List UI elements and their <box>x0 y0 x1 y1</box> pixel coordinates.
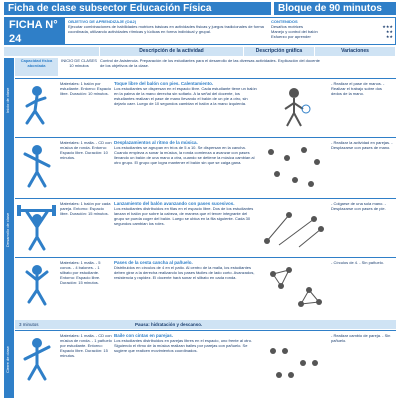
dancer-icon <box>15 140 58 200</box>
side-label-inicio: Inicio de clase <box>5 87 10 113</box>
weightlifter-icon <box>15 201 58 256</box>
materials: Materiales: 1 malla. - CD con música de ronda. - 1 pañuelo por estudiante. Entorno: Espacio libre. Duración: 15 minutos. <box>60 333 112 358</box>
block-duration: Bloque de 90 minutos <box>274 2 396 15</box>
activity-graphic <box>259 140 329 200</box>
jumper-icon <box>15 260 58 320</box>
materials: Materiales: 1 balón por estudiante. Entorno: Espacio libre. Duración: 10 minutos. <box>60 81 112 96</box>
materials: Materiales: 1 malla. - CD con música de ronda. Entorno: Espacio libre. Duración: 10 minutos. <box>60 140 112 160</box>
activity-text: Los estudiantes distribuidos en filas en el espacio libre. Dos de los estudiantes lanzan el balón por sobre la cabeza, de manera que el tercer integrante del grupo se pueda coger del balón. Luego se ubica en la fila siguiente. Cada 30 segundos cambian los roles. <box>114 206 254 226</box>
star-icon: ★★★ <box>382 24 393 29</box>
runner-icon <box>15 81 58 136</box>
variants: - Círculos de 4. - Sin pañuelo. <box>331 260 384 265</box>
activity-description <box>114 140 257 165</box>
activity-graphic <box>259 333 329 393</box>
activity-graphic <box>259 260 329 320</box>
variants: - Realizar cambio de pareja. - Sin pañuelo. <box>331 333 391 343</box>
objective-text: Ejecutar combinaciones de habilidades motrices básicas en actividades físicas y juegos tradicionales de forma coordinada, utilizando actividades rítmicas y lúdicas en forma individual y grupal. <box>68 24 264 34</box>
materials: Materiales: 1 malla. - 5 conos. - 4 balones. - 1 silbato por estudiante. Entorno: Espacio libre. Duración: 15 minutos. <box>60 260 101 285</box>
sheet-title: Ficha de clase subsector Educación Física <box>4 2 271 15</box>
activity-text: Distribuidos en círculos de 4 en el patio. Al centro de la malla, los estudiantes deben girar a la derecha realizando los pases fáciles de lado corto. Avanzados, resistencia y rapidez. El docente hará sonar el silbato en cada ronda. <box>114 265 255 280</box>
inicio-text: Control de Asistencia. Preparación de los estudiantes para el desarrollo de las diversas actividades. Explicación del docente de los objetivos de la clase. <box>100 58 320 68</box>
dancer-icon <box>15 333 58 393</box>
ficha-box <box>5 18 65 44</box>
activity-text: Los estudiantes se dispersan en el espacio libre. Cada estudiante tiene un balón en la palma de la mano derecha sin soltarlo. A la señal del docente, los estudiantes realizan el pase de mano llevando el balón de un pie a otro, sin dejarlo caer. Luego de 10 segundos cambian el balón a la mano izquierda. <box>114 86 257 106</box>
activity-title: Pases de la cesta cancha al pañuelo. <box>114 260 193 265</box>
col-description: Descripción de la actividad <box>100 47 243 56</box>
contents <box>271 19 393 39</box>
variants: - Realizar la actividad en parejas. - Desplazarse con pases de mano. <box>331 140 393 150</box>
variants: - Realizar el pase de manos. - Realizar el trabajo sobre dos dedos de la mano. <box>331 81 385 96</box>
title-bar <box>4 2 396 15</box>
activity-graphic <box>259 81 329 136</box>
content-item: Manejo y control del balón <box>271 29 318 34</box>
objective-label: OBJETIVO DE APRENDIZAJE (OA2) <box>68 19 137 24</box>
header-block <box>4 17 396 45</box>
content-item: Desafíos motrices <box>271 24 304 29</box>
col-variants: Variaciones <box>315 47 395 56</box>
activity-title: Lanzamiento del balón avanzando con pases sucesivos. <box>114 201 235 206</box>
side-label-desarrollo: Desarrollo de clase <box>5 212 10 248</box>
col-empty <box>4 47 99 56</box>
activity-title: Baile con cintas en parejas. <box>114 333 174 338</box>
activity-row <box>15 257 396 319</box>
activity-row <box>15 330 396 398</box>
ficha-number: FICHA N° 24 <box>9 19 58 45</box>
activity-title: Toque libre del balón con pies. Calentamiento. <box>114 81 214 86</box>
materials: Materiales: 1 balón por cada pareja. Entorno: Espacio libre. Duración: 15 minutos. <box>60 201 111 216</box>
content-item: Esfuerzo por aprender <box>271 34 311 39</box>
star-icon: ★★ <box>385 34 393 39</box>
star-icon: ★★ <box>385 29 393 34</box>
variants: - Colgarse de una sola mano. - Desplazarse con pases de pie. <box>331 201 386 211</box>
activity-description <box>114 201 257 226</box>
pause-text: Pausa: hidratación y descanso. <box>135 322 203 327</box>
activity-title: Desplazamientos al ritmo de la música. <box>114 140 198 145</box>
pause-row <box>15 320 396 329</box>
objective <box>68 19 268 34</box>
pause-minutes: 3 minutos <box>19 322 39 327</box>
inicio-cell: INICIO DE CLASES 10 minutos <box>61 58 97 68</box>
activity-graphic <box>259 201 329 256</box>
activity-description <box>114 333 257 353</box>
activity-text: Los estudiantes se agrupan en tríos de 5 a 10. Se dispersan en la cancha. Cuando empieza a sonar la música, la ronda comienza a avanzar con pases llevando un balón de una mano a otra, cuando se detiene la música cambian al otro grupo. El grupo que logra mantener el balón sin que se caiga gana. <box>114 145 255 165</box>
capacity-cell: Capacidad física abordada <box>15 58 58 76</box>
activity-row <box>15 198 396 256</box>
activity-row <box>15 137 396 197</box>
activity-description <box>114 81 257 106</box>
activity-description <box>114 260 257 280</box>
col-graphic: Descripción gráfica <box>244 47 314 56</box>
column-headers <box>4 47 396 56</box>
side-label-cierre: Cierre de clase <box>5 346 10 374</box>
contents-label: CONTENIDOS <box>271 19 298 24</box>
activity-row <box>15 78 396 136</box>
activity-text: Los estudiantes distribuidos en parejas libres en el espacio, uno frente al otro. Siguiendo el ritmo de la música realizan bailes por parejas con pañuelo. Se sugiere que realicen movimientos coordinados. <box>114 338 253 353</box>
